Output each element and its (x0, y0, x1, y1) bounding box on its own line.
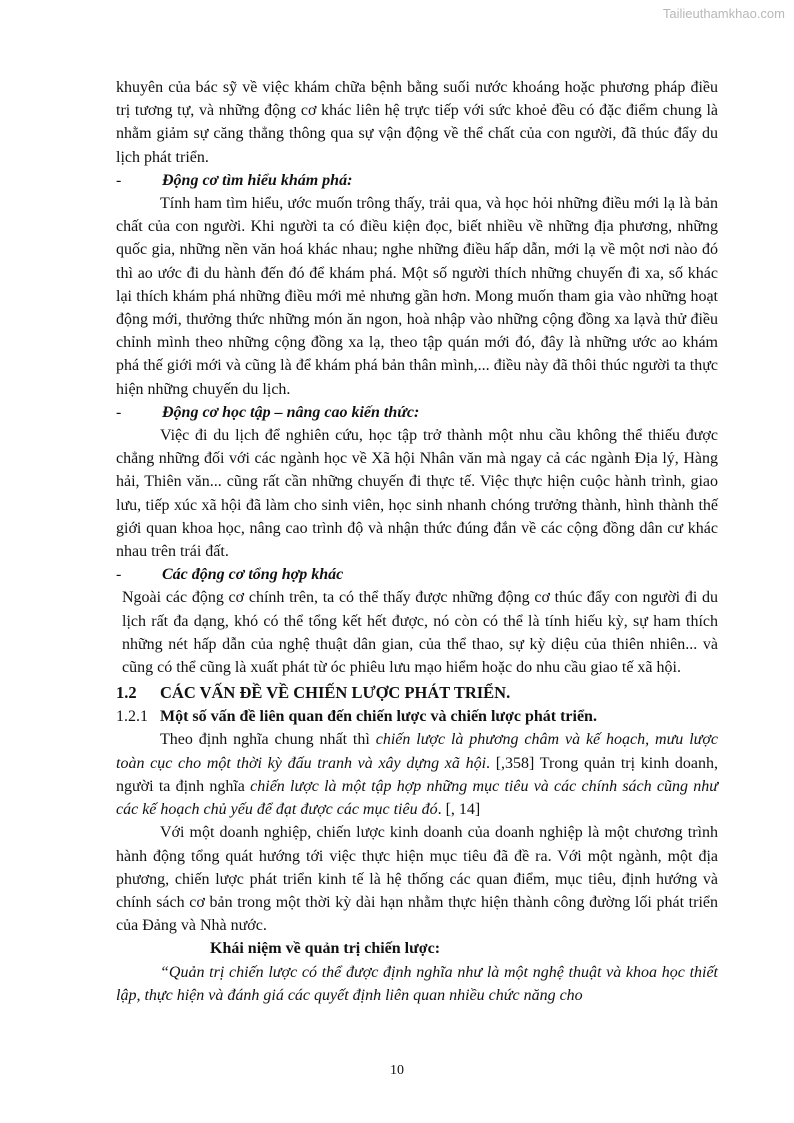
bullet-title: Động cơ tìm hiểu khám phá: (162, 171, 353, 189)
text-run: . [, 14] (437, 801, 481, 819)
subsection-number: 1.2.1 (116, 708, 148, 726)
section-number: 1.2 (116, 683, 137, 703)
bullet-dash: - (116, 403, 122, 421)
paragraph: Việc đi du lịch để nghiên cứu, học tập trở thành một nhu cầu không thể thiếu được chẳng những đối với các ngành học về Xã hội Nhân văn mà ngay cả các ngành Địa lý, Hàng hải, Thiên văn... cũng rất cần những chuyến đi thực tế. Việc thực hiện cuộc hành trình, giao lưu, tiếp xúc xã hội đã làm cho sinh viên, học sinh nhanh chóng trưởng thành, hình thành thế giới quan khoa học, nâng cao trình độ và nhận thức đúng đắn về các cộng đồng dân cư khác nhau trên trái đất. (116, 427, 718, 561)
italic-definition: chiến lược là phương châm và kế hoạch, mưu lược toàn cục cho một thời kỳ đấu tranh và xây dựng xã hội (116, 731, 719, 772)
text-run: . [,358] Trong quản trị kinh doanh, người ta định nghĩa (116, 754, 718, 795)
section-heading (116, 681, 718, 705)
bullet-title: Các động cơ tổng hợp khác (162, 566, 344, 584)
text-run: Theo định nghĩa chung nhất thì (160, 731, 376, 749)
subsection-title: Một số vấn đề liên quan đến chiến lược và chiến lược phát triển. (160, 708, 597, 726)
bullet-title: Động cơ học tập – nâng cao kiến thức: (162, 403, 420, 421)
subsection-heading (116, 705, 718, 728)
italic-definition: chiến lược là một tập hợp những mục tiêu và các chính sách cũng như các kế hoạch chủ yếu để đạt được các mục tiêu đó (116, 777, 718, 819)
concept-heading: Khái niệm về quản trị chiến lược: (210, 940, 441, 958)
paragraph: Tính ham tìm hiểu, ước muốn trông thấy, trải qua, và học hỏi những điều mới lạ là bản chất của con người. Khi người ta có điều kiện đọc, biết nhiều về những địa phương, những quốc gia, những nền văn hoá khác nhau; nghe những điều hấp dẫn, mới lạ về một nơi nào đó thì ao ước đi du hành đến đó để khám phá. Một số người thích những chuyến đi xa, số khác lại thích khám phá những điều mới mẻ nhưng gần hơn. Mong muốn tham gia vào những hoạt động mới, thưởng thức những món ăn ngon, hoà nhập vào những cộng đồng xa lạvà thử điều chỉnh mình theo những cộng đồng xa lạ, theo tập quán mới đó, đây là những ước ao khám phá thế giới mới và cũng là để khám phá bản thân mình,... điều này đã thôi thúc người ta thực hiện những chuyến du lịch. (116, 195, 718, 398)
bullet-heading-learning (116, 401, 718, 424)
paragraph: khuyên của bác sỹ về việc khám chữa bệnh bằng suối nước khoáng hoặc phương pháp điều trị tương tự, và những động cơ khác liên hệ trực tiếp với sức khoẻ đều có đặc điểm chung là nhằm giảm sự căng thẳng thông qua sự vận động về thể chất của con người, đã thúc đẩy du lịch phát triển. (116, 79, 718, 166)
bullet-heading-other (116, 563, 718, 586)
paragraph: Với một doanh nghiệp, chiến lược kinh doanh của doanh nghiệp là một chương trình hành động tổng quát hướng tới việc thực hiện mục tiêu đã đề ra. Với một ngành, một địa phương, chiến lược phát triển kinh tế là hệ thống các quan điểm, mục tiêu, định hướng và chính sách cơ bản trong một thời kỳ dài hạn nhằm thực hiện thành công đường lối phát triển của Đảng và Nhà nước. (116, 824, 718, 935)
bullet-dash: - (116, 171, 122, 189)
section-title: CÁC VẤN ĐỀ VỀ CHIẾN LƯỢC PHÁT TRIỂN. (160, 683, 511, 703)
watermark: Tailieuthamkhao.com (662, 6, 785, 21)
bullet-dash: - (116, 566, 122, 584)
page-number: 10 (390, 1063, 404, 1078)
paragraph: Ngoài các động cơ chính trên, ta có thể thấy được những động cơ thúc đẩy con người đi du lịch rất đa dạng, khó có thể tổng kết hết được, nó còn có thể là tính hiếu kỳ, sự ham thích những nét hấp dẫn của nghệ thuật dân gian, của thể thao, sự kỳ diệu của thiên nhiên... và cũng có thể cũng là xuất phát từ óc phiêu lưu mạo hiểm hoặc do nhu cầu giao tế xã hội. (122, 589, 718, 677)
page-body (116, 76, 718, 1007)
paragraph-quote: “Quản trị chiến lược có thể được định nghĩa như là một nghệ thuật và khoa học thiết lập, thực hiện và đánh giá các quyết định liên quan nhiều chức năng cho (116, 963, 718, 1004)
bullet-heading-explore (116, 169, 718, 192)
paragraph-definition (116, 728, 718, 821)
